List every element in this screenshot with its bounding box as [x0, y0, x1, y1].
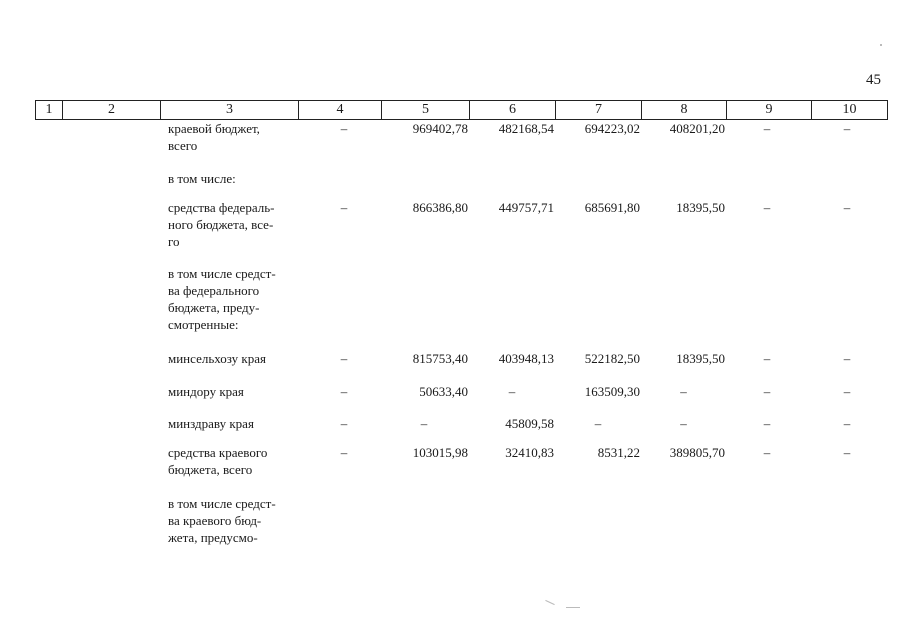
- column-header-1: 1: [35, 101, 62, 119]
- row-label: в том числе средст- ва федерального бюджета, преду- смотренные:: [168, 266, 276, 332]
- cell-col6: 449757,71: [498, 200, 554, 215]
- cell-col7: 522182,50: [584, 351, 640, 366]
- row-label: в том числе:: [168, 171, 236, 186]
- row-label: минсельхозу края: [168, 351, 266, 366]
- column-header-3: 3: [160, 101, 298, 119]
- column-header-6: 6: [469, 101, 555, 119]
- column-header-row: [35, 100, 888, 120]
- cell-col6: –: [508, 384, 516, 399]
- cell-col10: –: [843, 121, 851, 136]
- cell-col8: –: [680, 416, 687, 431]
- cell-col10: –: [843, 384, 851, 399]
- cell-col4: –: [340, 384, 348, 399]
- cell-col10: –: [843, 351, 851, 366]
- cell-col8: 389805,70: [669, 445, 725, 460]
- cell-col4: –: [340, 416, 348, 431]
- cell-col9: –: [763, 351, 771, 366]
- cell-col5: 815753,40: [412, 351, 468, 366]
- cell-col6: 32410,83: [505, 445, 554, 460]
- cell-col7: 163509,30: [584, 384, 640, 399]
- cell-col8: 18395,50: [676, 200, 725, 215]
- row-label: средства федераль- ного бюджета, все- го: [168, 200, 275, 249]
- row-label: минздраву края: [168, 416, 254, 431]
- cell-col10: –: [843, 445, 851, 460]
- cell-col7: 8531,22: [597, 445, 640, 460]
- row-label: миндору края: [168, 384, 244, 399]
- cell-col5: 103015,98: [412, 445, 468, 460]
- column-header-2: 2: [62, 101, 160, 119]
- cell-col6: 403948,13: [498, 351, 554, 366]
- cell-col10: –: [843, 200, 851, 215]
- column-header-9: 9: [726, 101, 811, 119]
- cell-col6: 482168,54: [498, 121, 554, 136]
- cell-col4: –: [340, 445, 348, 460]
- cell-col8: 18395,50: [676, 351, 725, 366]
- cell-col7: 685691,80: [584, 200, 640, 215]
- cell-col9: –: [763, 384, 771, 399]
- cell-col5: 50633,40: [419, 384, 468, 399]
- cell-col8: 408201,20: [669, 121, 725, 136]
- cell-col4: –: [340, 200, 348, 215]
- cell-col8: –: [680, 384, 687, 399]
- cell-col9: –: [763, 416, 771, 431]
- column-header-5: 5: [381, 101, 469, 119]
- scan-speck: [880, 44, 882, 46]
- row-label: краевой бюджет, всего: [168, 121, 260, 153]
- cell-col5: –: [420, 416, 428, 431]
- column-header-7: 7: [555, 101, 641, 119]
- cell-col9: –: [763, 200, 771, 215]
- cell-col5: 969402,78: [412, 121, 468, 136]
- column-header-4: 4: [298, 101, 381, 119]
- cell-col9: –: [763, 445, 771, 460]
- cell-col10: –: [843, 416, 851, 431]
- column-header-8: 8: [641, 101, 726, 119]
- cell-col7: –: [594, 416, 602, 431]
- column-header-10: 10: [811, 101, 888, 119]
- row-label: в том числе средст- ва краевого бюд- жета, предусмо-: [168, 496, 276, 545]
- cell-col6: 45809,58: [505, 416, 554, 431]
- cell-col4: –: [340, 351, 348, 366]
- cell-col9: –: [763, 121, 771, 136]
- cell-col5: 866386,80: [412, 200, 468, 215]
- page-number: 45: [866, 72, 881, 88]
- cell-col7: 694223,02: [584, 121, 640, 136]
- scan-speck: [566, 607, 580, 608]
- row-label: средства краевого бюджета, всего: [168, 445, 268, 477]
- scan-speck: [545, 600, 554, 605]
- cell-col4: –: [340, 121, 348, 136]
